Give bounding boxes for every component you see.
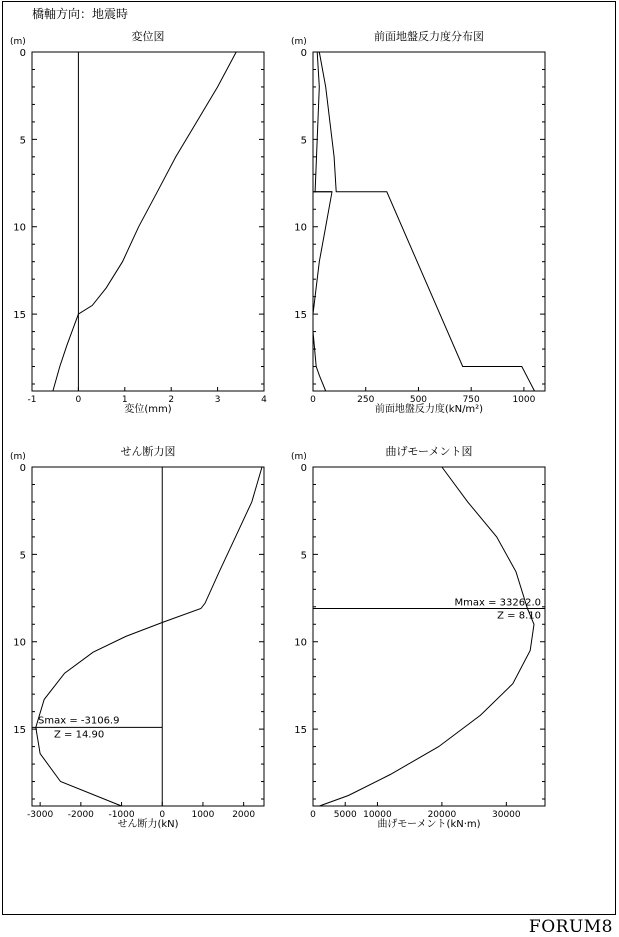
y-axis-label: (m): [10, 37, 26, 47]
series-line-0: [319, 467, 534, 806]
y-tick-label: 0: [19, 463, 26, 474]
x-axis-label: 前面地盤反力度(kN/m²): [374, 404, 484, 415]
annotation-max: Mmax = 33262.0: [454, 597, 541, 609]
chart-displacement: [10, 29, 267, 415]
y-tick-label: 10: [13, 637, 26, 649]
x-tick-label: 2: [168, 395, 175, 405]
x-tick-label: 4: [261, 395, 267, 405]
x-axis-label: 変位(mm): [124, 404, 172, 415]
series-line-upper-bound: [319, 52, 534, 391]
annotation-max: Smax = -3106.9: [38, 715, 120, 727]
plot-frame: [313, 467, 545, 806]
series-line-0: [53, 52, 236, 391]
x-tick-label: 250: [357, 395, 375, 405]
x-axis-label: せん断力(kN): [117, 819, 179, 830]
brand-logo: FORUM8: [528, 917, 613, 937]
x-tick-label: 500: [409, 395, 428, 405]
y-tick-label: 10: [294, 222, 307, 234]
series-line-reaction: [313, 52, 332, 391]
y-tick-label: 5: [300, 550, 307, 562]
x-tick-label: -2000: [67, 810, 94, 820]
y-axis-label: (m): [291, 37, 307, 47]
page-header: 橋軸方向：地震時: [32, 7, 129, 21]
chart-moment: [291, 444, 545, 830]
x-axis-label: 曲げモーメント(kN·m): [377, 819, 481, 830]
x-tick-label: -1000: [108, 810, 135, 820]
x-tick-label: 30000: [492, 810, 521, 820]
x-tick-label: 1000: [191, 810, 215, 820]
x-tick-label: -3000: [27, 810, 54, 820]
x-tick-label: 3: [214, 395, 221, 405]
y-tick-label: 5: [19, 550, 26, 562]
annotation-z: Z = 14.90: [54, 729, 105, 741]
y-tick-label: 15: [294, 310, 307, 322]
chart-title: せん断力図: [120, 445, 176, 458]
x-tick-label: 0: [159, 810, 166, 820]
x-tick-label: 750: [462, 395, 480, 405]
chart-title: 曲げモーメント図: [385, 445, 473, 458]
y-tick-label: 0: [300, 48, 307, 59]
chart-title: 前面地盤反力度分布図: [374, 30, 484, 43]
x-tick-label: 1: [121, 395, 128, 405]
chart-shear: [10, 444, 264, 830]
plot-frame: [32, 52, 264, 391]
y-tick-label: 10: [294, 637, 307, 649]
series-line-0: [36, 467, 262, 806]
y-axis-label: (m): [10, 452, 26, 462]
x-tick-label: 5000: [333, 810, 357, 820]
chart-title: 変位図: [131, 30, 165, 43]
y-tick-label: 15: [294, 725, 307, 737]
y-tick-label: 15: [13, 725, 26, 737]
y-tick-label: 10: [13, 222, 26, 234]
x-tick-label: 0: [75, 395, 82, 405]
x-tick-label: -1: [27, 395, 37, 405]
x-tick-label: 20000: [427, 810, 457, 820]
x-tick-label: 2000: [232, 810, 256, 820]
x-tick-label: 10000: [363, 810, 392, 820]
y-tick-label: 15: [13, 310, 26, 322]
x-tick-label: 0: [310, 810, 316, 820]
annotation-z: Z = 8.10: [497, 610, 541, 622]
x-tick-label: 0: [310, 395, 316, 405]
y-tick-label: 5: [300, 135, 307, 147]
x-tick-label: 1000: [512, 395, 536, 405]
chart-reaction: [291, 29, 545, 415]
y-tick-label: 5: [19, 135, 26, 147]
plot-frame: [313, 52, 545, 391]
y-axis-label: (m): [291, 452, 307, 462]
plot-frame: [32, 467, 264, 806]
y-tick-label: 0: [300, 463, 307, 474]
y-tick-label: 0: [19, 48, 26, 59]
